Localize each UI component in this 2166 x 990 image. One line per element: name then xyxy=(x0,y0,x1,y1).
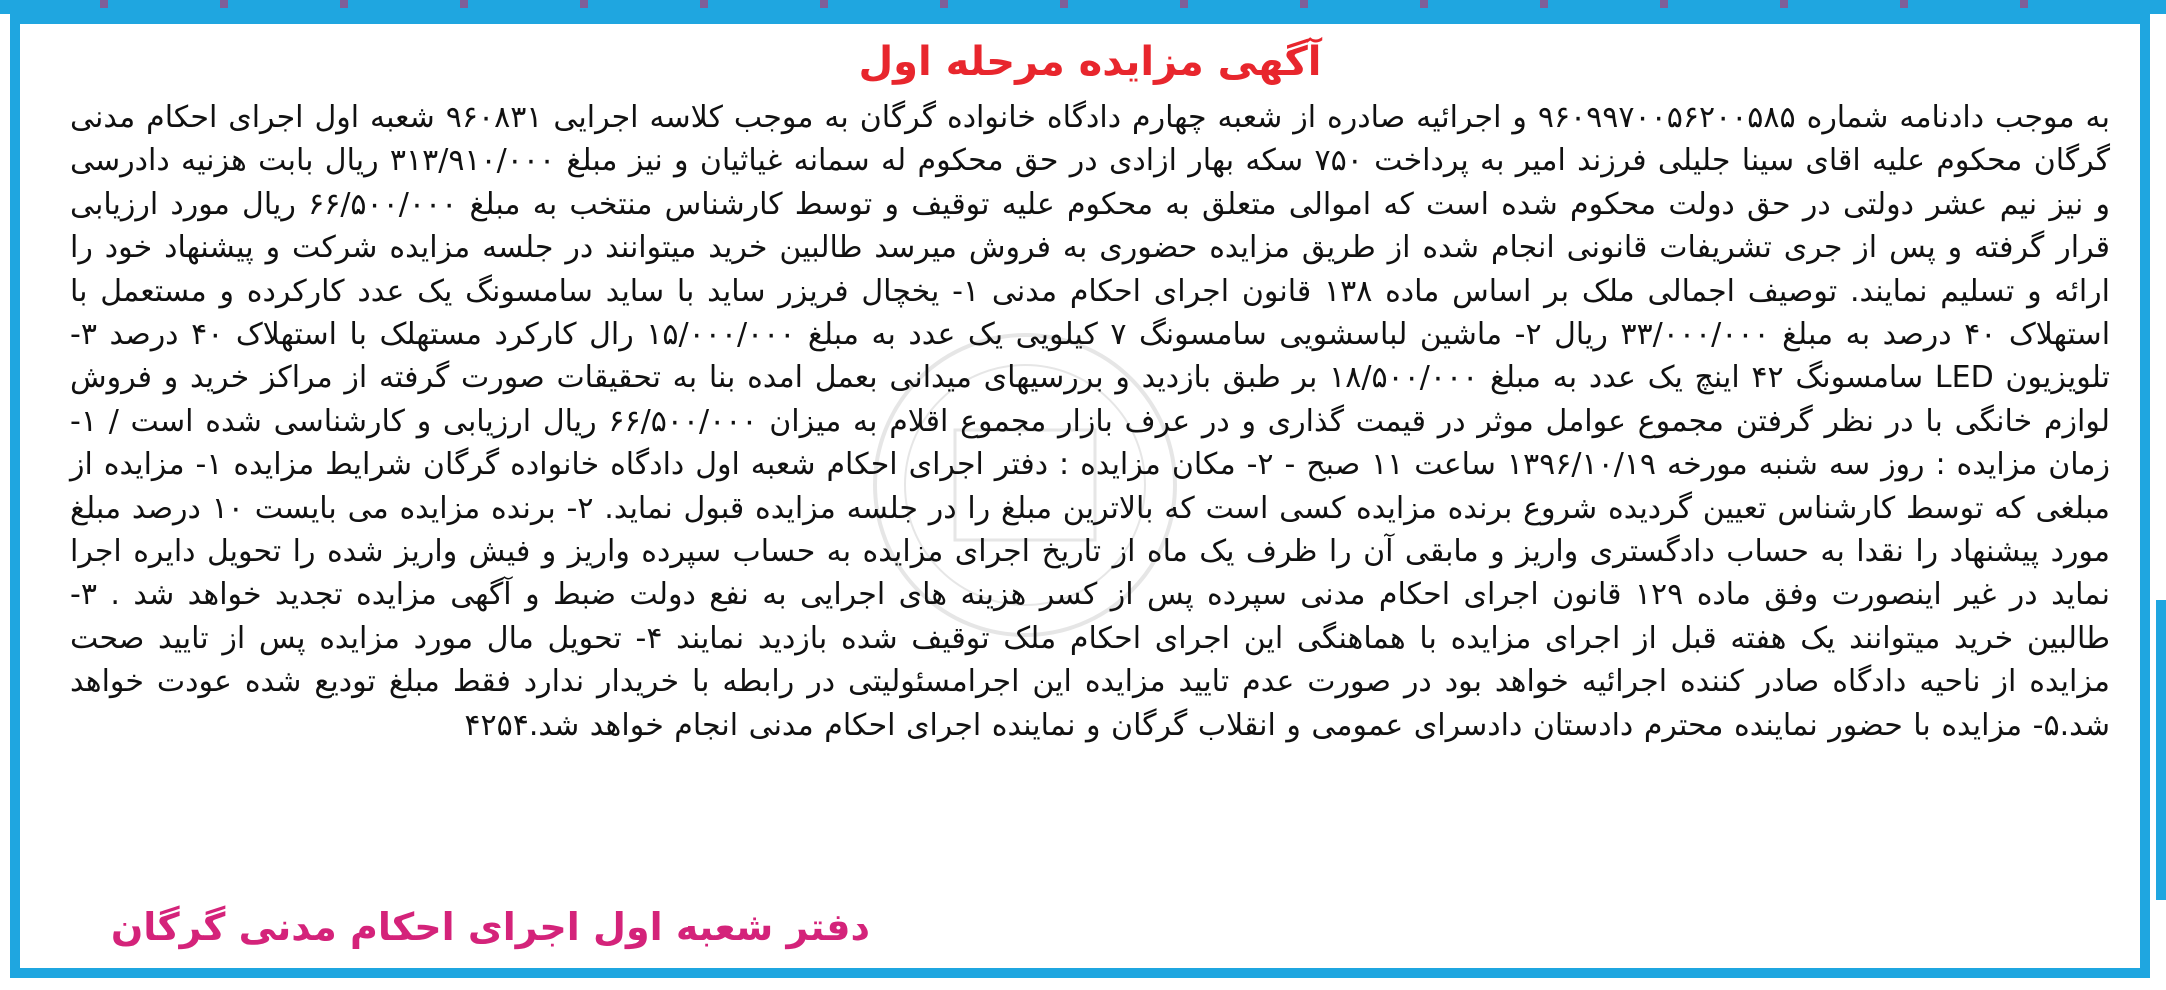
clipped-previous-ad-text xyxy=(60,0,2100,8)
notice-body: به موجب دادنامه شماره ۹۶۰۹۹۷۰۰۵۶۲۰۰۵۸۵ و اجرائیه صادره از شعبه چهارم دادگاه خانواده گرگان به موجب کلاسه اجرایی ۹۶۰۸۳۱ شعبه اول اجرای احکام مدنی گرگان محکوم علیه اقای سینا جلیلی فرزند امیر به پرداخت ۷۵۰ سکه بهار ازادی در حق محکوم له سمانه غیاثیان و نیز مبلغ ۳۱۳/۹۱۰/۰۰۰ ریال بابت هزنیه دادرسی و نیز نیم عشر دولتی در حق دولت محکوم شده است که اموالی متعلق به محکوم علیه توقیف و توسط کارشناس منتخب به مبلغ ۶۶/۵۰۰/۰۰۰ ریال مورد ارزیابی قرار گرفته و پس از جری تشریفات قانونی انجام شده از طریق مزایده حضوری به فروش میرسد طالبین خرید میتوانند در جلسه مزایده شرکت و پیشنهاد خود را ارائه و تسلیم نمایند. توصیف اجمالی ملک بر اساس ماده ۱۳۸ قانون اجرای احکام مدنی ۱- یخچال فریزر ساید با ساید سامسونگ یک عدد کارکرده و مستعمل با استهلاک ۴۰ درصد به مبلغ ۳۳/۰۰۰/۰۰۰ ریال ۲- ماشین لباسشویی سامسونگ ۷ کیلویی یک عدد به مبلغ ۱۵/۰۰۰/۰۰۰ رال کارکرد مستهلک با استهلاک ۴۰ درصد ۳- تلویزیون LED سامسونگ ۴۲ اینچ یک عدد به مبلغ ۱۸/۵۰۰/۰۰۰ بر طبق بازدید و بررسیهای میدانی بعمل امده بنا به تحقیقات صورت گرفته از مراکز خرید و فروش لوازم خانگی با در نظر گرفتن مجموع عوامل موثر در قیمت گذاری و در عرف بازار مجموع اقلام به میزان ۶۶/۵۰۰/۰۰۰ ریال ارزیابی و کارشناسی شده است / ۱- زمان مزایده : روز سه شنبه مورخه ۱۳۹۶/۱۰/۱۹ ساعت ۱۱ صبح - ۲- مکان مزایده : دفتر اجرای احکام شعبه اول دادگاه خانواده گرگان شرایط مزایده ۱- مزایده از مبلغی که توسط کارشناس تعیین گردیده شروع برنده مزایده کسی است که بالاترین مبلغ را در جلسه مزایده قبول نماید. ۲- برنده مزایده می بایست ۱۰ درصد مبلغ مورد پیشنهاد را نقدا به حساب دادگستری واریز و مابقی آن را ظرف یک ماه از تاریخ اجرای مزایده به حساب سپرده واریز و فیش واریز شده را تحویل دایره اجرا نماید در غیر اینصورت وفق ماده ۱۲۹ قانون اجرای احکام مدنی سپرده پس از کسر هزینه های اجرایی به نفع دولت ضبط و آگهی مزایده تجدید خواهد شد . ۳- طالبین خرید میتوانند یک هفته قبل از اجرای مزایده با هماهنگی این اجرای احکام ملک توقیف شده بازدید نمایند ۴- تحویل مال مورد مزایده پس از تایید صحت مزایده از ناحیه دادگاه صادر کننده اجرائیه خواهد بود در صورت عدم تایید مزایده این اجرامسئولیتی در رابطه با خریدار ندارد فقط مبلغ تودیع شده عودت خواهد شد.۵- مزایده با حضور نماینده محترم دادستان دادسرای عمومی و انقلاب گرگان و نماینده اجرای احکام مدنی انجام خواهد شد.۴۲۵۴ xyxy=(70,100,2111,743)
right-border-accent xyxy=(2156,600,2166,900)
notice-signature: دفتر شعبه اول اجرای احکام مدنی گرگان xyxy=(110,905,870,949)
notice-content xyxy=(70,20,2110,960)
notice-title: آگهی مزایده مرحله اول xyxy=(858,39,1322,85)
top-border-strip xyxy=(0,0,2166,14)
